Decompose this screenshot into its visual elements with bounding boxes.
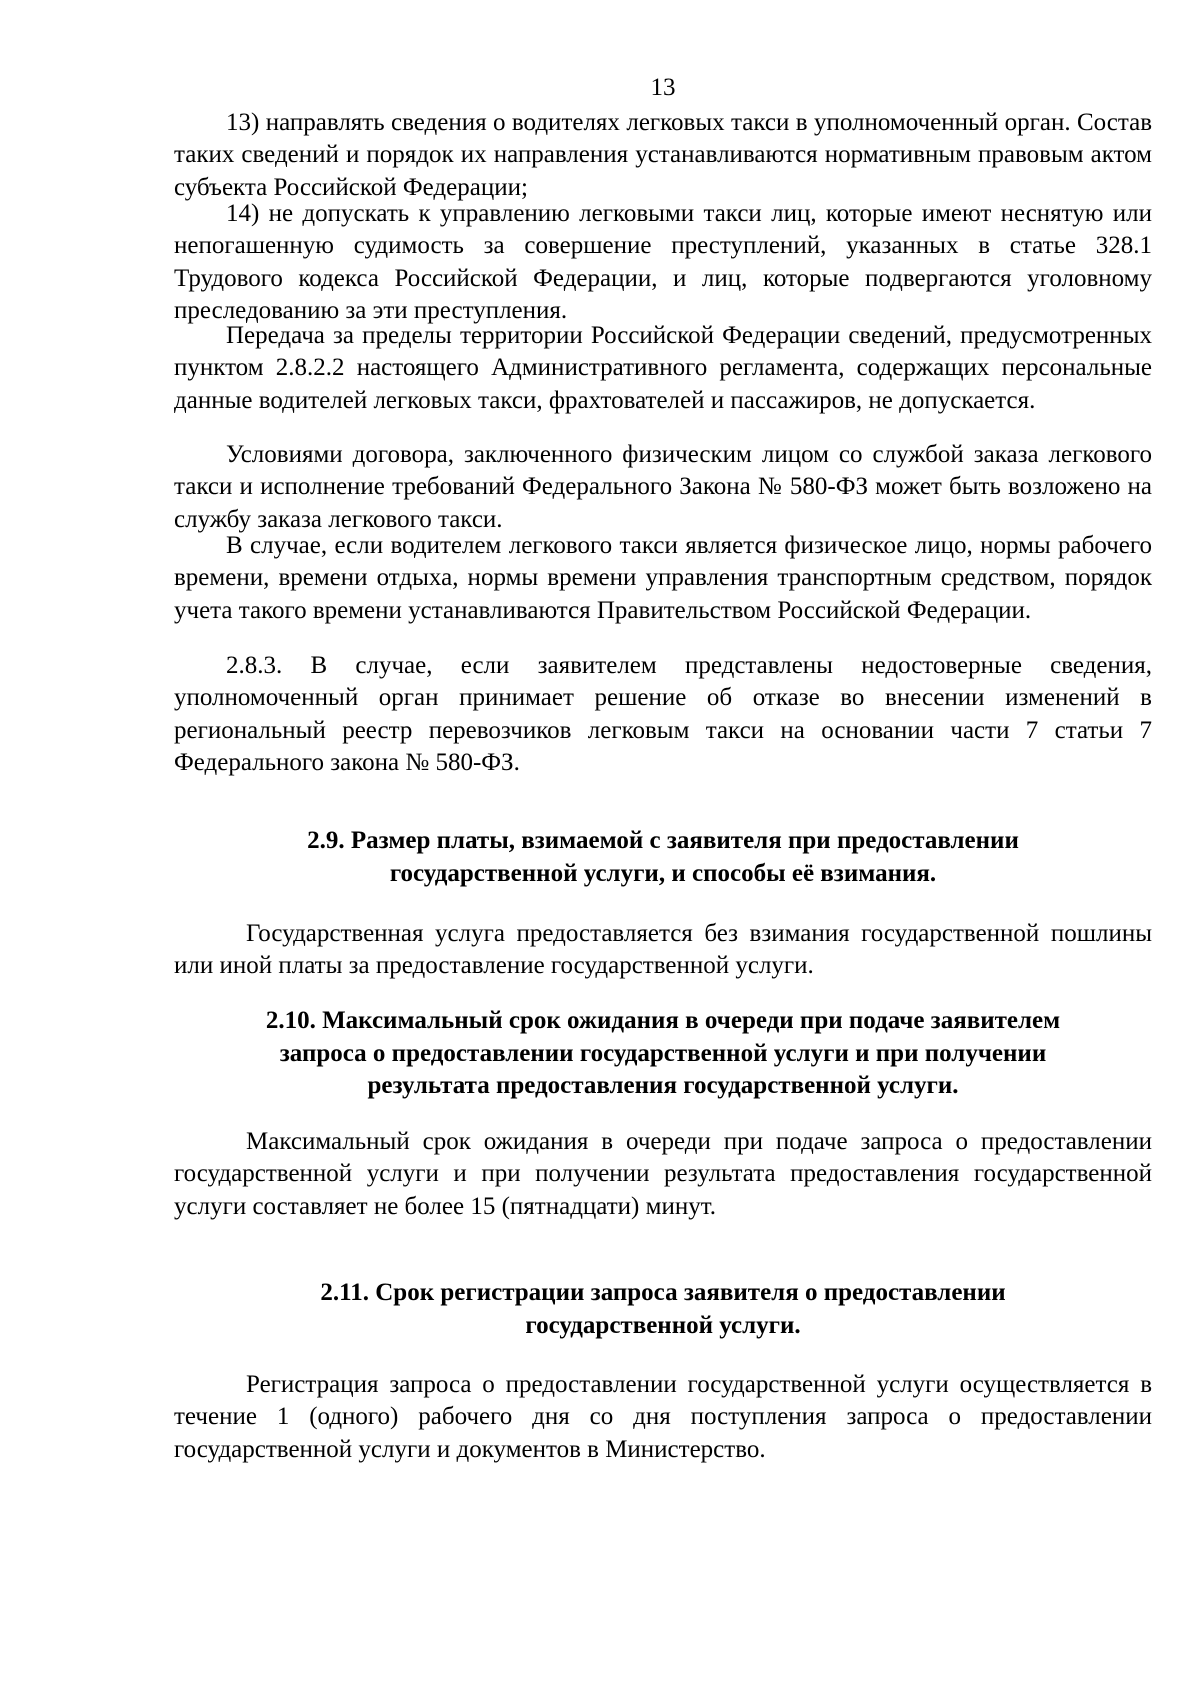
paragraph-data-transfer: Передача за пределы территории Российской Федерации сведений, предусмотренных пунктом 2.8.2.2 настоящего Административного регламента, содержащих персональные данные водителей легковых такси, фрахтователей и пассажиров, не допускается. bbox=[174, 322, 1152, 414]
paragraph-contract-conditions: Условиями договора, заключенного физическим лицом со службой заказа легкового такси и исполнение требований Федерального Закона № 580-ФЗ может быть возложено на службу заказа легкового такси. bbox=[174, 441, 1152, 533]
paragraph-item-13: 13) направлять сведения о водителях легковых такси в уполномоченный орган. Состав таких сведений и порядок их направления устанавливаются нормативным правовым актом субъекта Российской Федерации; bbox=[174, 109, 1152, 201]
section-body-2-9: Государственная услуга предоставляется без взимания государственной пошлины или иной платы за предоставление государственной услуги. bbox=[174, 920, 1152, 980]
paragraph-2-8-3: 2.8.3. В случае, если заявителем представлены недостоверные сведения, уполномоченный орган принимает решение об отказе во внесении изменений в региональный реестр перевозчиков легковым такси на основании части 7 статьи 7 Федерального закона № 580-ФЗ. bbox=[174, 652, 1152, 776]
heading-line: государственной услуги, и способы её взимания. bbox=[389, 859, 937, 887]
paragraph-driver-work-time: В случае, если водителем легкового такси является физическое лицо, нормы рабочего времени, времени отдыха, нормы времени управления транспортным средством, порядок учета такого времени устанавливаются Правительством Российской Федерации. bbox=[174, 532, 1152, 624]
section-heading-2-11 bbox=[174, 1277, 1152, 1342]
page-number: 13 bbox=[650, 74, 676, 101]
heading-line: 2.10. Максимальный срок ожидания в очереди при подаче заявителем bbox=[265, 1007, 1061, 1034]
heading-line: результата предоставления государственной услуги. bbox=[367, 1072, 959, 1099]
section-heading-2-10 bbox=[174, 1005, 1152, 1103]
heading-line: запроса о предоставлении государственной услуги и при получении bbox=[279, 1039, 1047, 1067]
section-body-2-11: Регистрация запроса о предоставлении государственной услуги осуществляется в течение 1 (одного) рабочего дня со дня поступления запроса о предоставлении государственной услуги и документов в Министерство. bbox=[174, 1371, 1152, 1463]
section-heading-2-9 bbox=[174, 825, 1152, 890]
section-body-2-10: Максимальный срок ожидания в очереди при подаче запроса о предоставлении государственной услуги и при получении результата предоставления государственной услуги составляет не более 15 (пятнадцати) минут. bbox=[174, 1128, 1152, 1220]
heading-line: 2.9. Размер платы, взимаемой с заявителя при предоставлении bbox=[307, 827, 1019, 854]
heading-line: государственной услуги. bbox=[525, 1311, 801, 1339]
paragraph-item-14: 14) не допускать к управлению легковыми такси лиц, которые имеют неснятую или непогашенную судимость за совершение преступлений, указанных в статье 328.1 Трудового кодекса Российской Федерации, и лиц, которые подвергаются уголовному преследованию за эти преступления. bbox=[174, 200, 1152, 324]
heading-line: 2.11. Срок регистрации запроса заявителя о предоставлении bbox=[320, 1279, 1006, 1306]
